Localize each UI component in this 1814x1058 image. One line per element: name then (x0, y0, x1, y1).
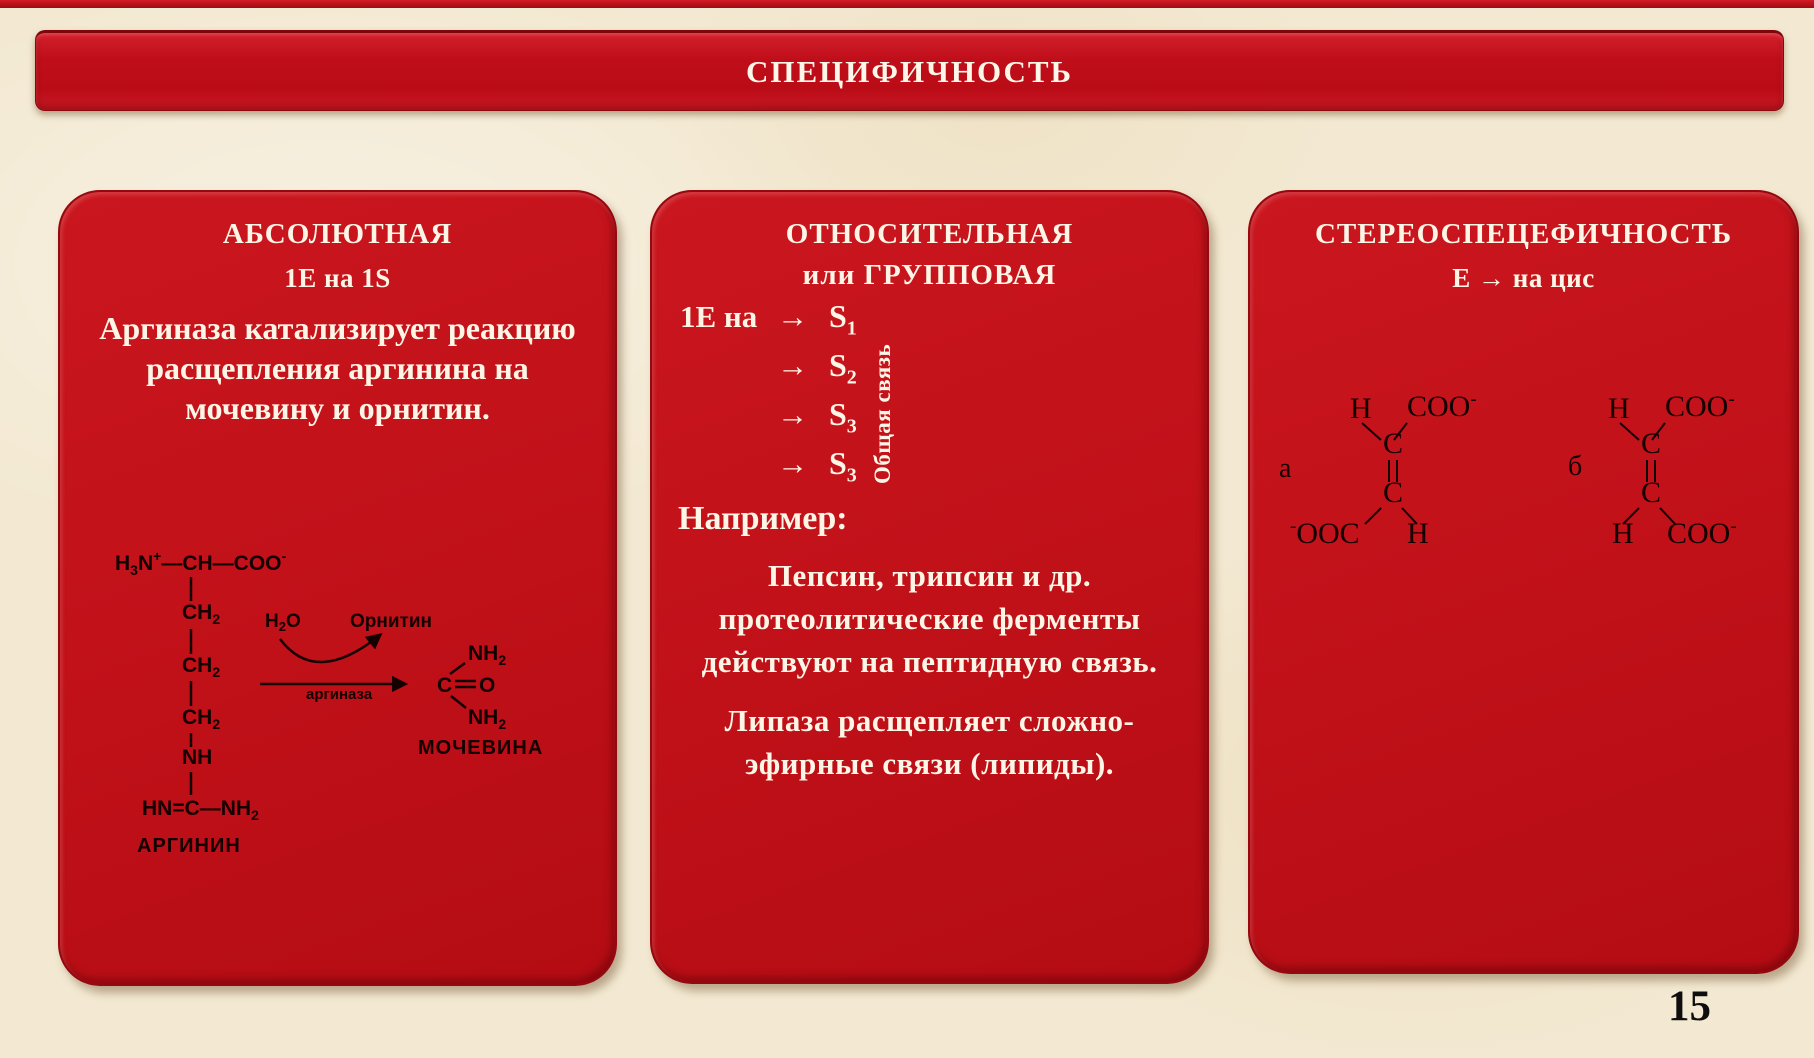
b-top-left-h: H (1608, 392, 1630, 425)
substrate-row-1 (680, 298, 1207, 347)
a-top-right-coo: COO- (1407, 389, 1477, 423)
card-absolute-subheader: 1Е на 1S (284, 263, 391, 293)
carbonyl-c: C (437, 674, 453, 697)
card-relative-specificity (650, 190, 1209, 984)
card-absolute-specificity (58, 190, 617, 986)
structure-b-label: б (1568, 451, 1583, 482)
substrate-row-4 (680, 445, 1207, 494)
example-label: Например: (678, 500, 848, 537)
arrow-icon: → (777, 299, 808, 334)
substrate-row-2 (680, 347, 1207, 396)
substrate-row-3 (680, 396, 1207, 445)
arrow-icon: → (777, 397, 808, 432)
card-stereospecificity (1248, 190, 1799, 974)
card-stereo-header: СТЕРЕОСПЕЦЕФИЧНОСТЬ (1314, 218, 1732, 250)
a-bottom-left-ooc: -OOC (1290, 516, 1360, 550)
a-top-left-h: H (1350, 392, 1372, 425)
product-label: МОЧЕВИНА (418, 737, 544, 759)
a-bottom-right-h: H (1407, 517, 1429, 550)
top-accent-strip (0, 0, 1814, 8)
bond-c-nh2-top (450, 663, 465, 674)
chain-ch2-3: $CH_2$ (182, 706, 221, 732)
b-carbon-bottom: C (1641, 476, 1662, 509)
b-bottom-right-coo: COO- (1667, 516, 1737, 550)
structure-a-label: а (1279, 453, 1292, 484)
guanidine-group: $HN=C—NH_2$ (142, 797, 259, 823)
card-relative-header-line1: ОТНОСИТЕЛЬНАЯ (785, 218, 1074, 250)
a-carbon-bottom: C (1383, 476, 1404, 509)
substrate-list (652, 298, 1207, 494)
substrate-symbol: $S_2$ (829, 347, 857, 389)
card-relative-header-line2: или ГРУППОВАЯ (802, 259, 1057, 291)
b-bottom-left-h: H (1612, 517, 1634, 550)
bond (1365, 508, 1381, 524)
enzyme-label: аргиназа (306, 686, 373, 703)
card-stereo-subheader: Е → на цис (1452, 263, 1595, 293)
bond (1362, 423, 1381, 440)
chain-nh: NH (182, 746, 213, 769)
card-absolute-body: Аргиназа катализирует реакцию расщепления аргинина на мочевину и орнитин. (99, 310, 576, 426)
water-formula: $H_2O$ (265, 611, 301, 634)
b-carbon-top: C (1641, 427, 1662, 460)
substrate-symbol: $S_3$ (829, 445, 857, 487)
slide-title: СПЕЦИФИЧНОСТЬ (745, 53, 1074, 89)
substrate-label: АРГИНИН (137, 835, 241, 857)
substrate-symbol: $S_1$ (829, 298, 857, 340)
bond-c-nh2-bottom (451, 696, 466, 708)
chain-ch2-1: $CH_2$ (182, 601, 221, 627)
substrate-symbol: $S_3$ (829, 396, 857, 438)
curved-arrow (280, 635, 380, 662)
card-relative-paragraph-2: Липаза расщепляет сложно-эфирные связи (липиды). (724, 703, 1135, 781)
ornithine-label: Орнитин (350, 611, 433, 632)
carbonyl-o: O (479, 674, 496, 697)
substrate-row-prefix: 1Е на (680, 299, 758, 334)
arrow-icon: → (777, 348, 808, 383)
arginine-reaction-diagram (60, 527, 615, 872)
card-absolute-header: АБСОЛЮТНАЯ (222, 218, 453, 250)
chain-ch2-2: $CH_2$ (182, 654, 221, 680)
arginine-head-formula: $H_3N^+—CH—COO^-$ (115, 548, 287, 578)
common-bond-vertical-label: Общая связь (870, 343, 895, 484)
amine-bottom: $NH_2$ (468, 706, 507, 732)
card-relative-paragraph-1: Пепсин, трипсин и др. протеолитические ферменты действуют на пептидную связь. (701, 558, 1158, 679)
cis-trans-structures-diagram (1250, 382, 1797, 567)
a-carbon-top: C (1383, 427, 1404, 460)
arrow-icon: → (777, 446, 808, 481)
title-bar (35, 30, 1784, 111)
page-number: 15 (1668, 983, 1711, 1030)
b-top-right-coo: COO- (1665, 389, 1735, 423)
amine-top: $NH_2$ (468, 642, 507, 668)
bond (1620, 423, 1639, 440)
